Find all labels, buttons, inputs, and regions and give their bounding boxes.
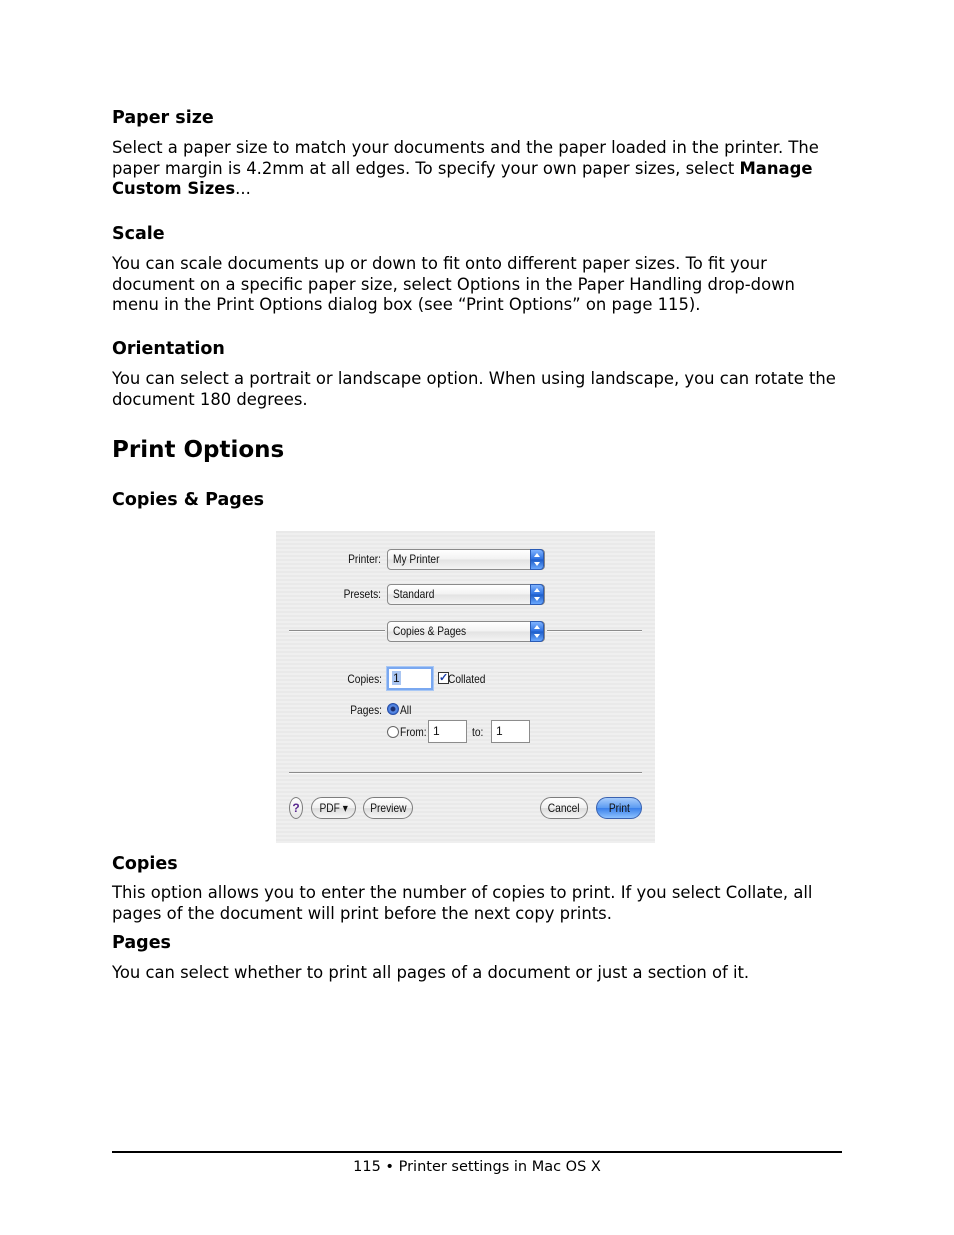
cancel-button-label: Cancel (548, 801, 580, 815)
popup-arrows-icon (530, 621, 544, 642)
paragraph-orientation: You can select a portrait or landscape option. When using landscape, you can rotate the document 180 degrees. (112, 369, 836, 409)
print-button-label: Print (608, 801, 630, 815)
footer-rule (112, 1151, 842, 1153)
popup-arrows-icon (530, 584, 544, 605)
paragraph-paper-size (112, 138, 842, 200)
from-field[interactable]: 1 (428, 720, 467, 743)
divider-left (289, 630, 385, 632)
heading-copies-pages: Copies & Pages (112, 490, 265, 510)
printer-popup[interactable] (387, 549, 545, 570)
paragraph-pages: You can select whether to print all pages of a document or just a section of it. (112, 963, 750, 982)
pages-all-label: All (400, 703, 412, 717)
collated-checkbox[interactable]: ✓ (439, 672, 449, 684)
heading-paper-size: Paper size (112, 108, 214, 128)
heading-scale: Scale (112, 224, 165, 244)
preview-button[interactable] (363, 797, 413, 819)
printer-popup-value: My Printer (393, 552, 440, 566)
panel-popup[interactable] (387, 621, 545, 642)
print-dialog (276, 531, 655, 843)
page-footer: 115 • Printer settings in Mac OS X (353, 1159, 601, 1175)
presets-popup[interactable] (387, 584, 545, 605)
collated-label: Collated (448, 672, 486, 686)
popup-arrows-icon (530, 549, 544, 570)
paper-size-text-a: Select a paper size to match your documents and the paper loaded in the printer. The paper margin is 4.2mm at all edges. To specify your own paper sizes, select (112, 138, 819, 178)
pages-all-radio[interactable] (387, 703, 399, 715)
to-field[interactable]: 1 (491, 720, 530, 743)
divider-bottom (289, 772, 642, 774)
pages-range-radio[interactable] (387, 726, 399, 738)
paragraph-scale: You can scale documents up or down to fit onto different paper sizes. To fit your document on a specific paper size, select Options in the Paper Handling drop-down menu in the Print Options dialog box (see “Print Options” on page 115). (112, 254, 795, 314)
copies-field[interactable] (387, 667, 433, 690)
pdf-button[interactable] (311, 797, 356, 819)
presets-label: Presets: (343, 587, 381, 601)
heading-print-options: Print Options (112, 437, 285, 463)
divider-right (547, 630, 642, 632)
panel-popup-value: Copies & Pages (393, 624, 467, 638)
printer-label: Printer: (348, 552, 381, 566)
print-button[interactable] (596, 797, 642, 819)
pages-label: Pages: (350, 703, 382, 717)
copies-label: Copies: (347, 672, 382, 686)
cancel-button[interactable] (540, 797, 588, 819)
presets-popup-value: Standard (393, 587, 435, 601)
heading-orientation: Orientation (112, 339, 225, 359)
from-label: From: (400, 725, 427, 739)
manage-custom-sizes-term: Manage Custom Sizes (112, 158, 813, 198)
paragraph-copies: This option allows you to enter the number of copies to print. If you select Collate, all pages of the document will print before the next copy prints. (112, 883, 813, 923)
heading-pages: Pages (112, 933, 171, 953)
to-label: to: (472, 725, 484, 739)
paper-size-text-b: ... (235, 179, 251, 198)
help-button[interactable]: ? (289, 797, 303, 819)
copies-field-value: 1 (393, 671, 400, 685)
pdf-button-label: PDF ▾ (319, 801, 348, 815)
heading-copies: Copies (112, 854, 178, 874)
preview-button-label: Preview (369, 801, 407, 815)
